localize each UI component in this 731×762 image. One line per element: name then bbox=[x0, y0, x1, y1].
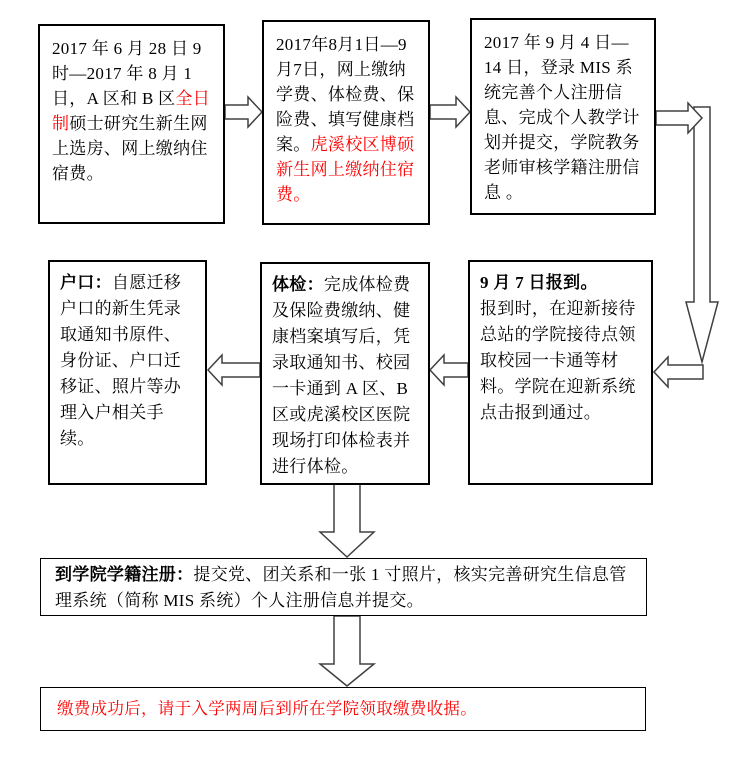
step1-to-step2-arrow bbox=[225, 97, 262, 127]
checkin-text: 报到时，在迎新接待总站的学院接待点领取校园一卡通等材料。学院在迎新系统点击报到通过。 bbox=[480, 299, 636, 422]
register-to-notice-arrow bbox=[320, 616, 374, 686]
step1-text: 2017 年 6 月 28 日 9 时—2017 年 8 月 1 日，A 区和 B 区 bbox=[52, 39, 202, 108]
box-checkin-sep7 bbox=[468, 260, 653, 485]
receipt-notice-text: 缴费成功后，请于入学两周后到所在学院领取缴费收据。 bbox=[57, 699, 477, 718]
box-payment-receipt-notice bbox=[40, 687, 646, 731]
step2-text: 2017年8月1日—9月7日，网上缴纳学费、体检费、保险费、填写健康档案。 bbox=[276, 35, 415, 154]
box-step3-mis-registration bbox=[470, 18, 656, 215]
register-text: 提交党、团关系和一张 1 寸照片，核实完善研究生信息管理系统（简称 MIS 系统）个人注册信息并提交。 bbox=[55, 565, 627, 610]
step3-text: 2017 年 9 月 4 日—14 日，登录 MIS 系统完善个人注册信息、完成个人教学计划并提交，学院教务老师审核学籍注册信息 。 bbox=[484, 33, 640, 202]
box-hukou-household-transfer bbox=[48, 260, 207, 485]
checkin-to-exam-arrow bbox=[430, 355, 468, 385]
elbow-down-arrow bbox=[686, 107, 718, 362]
box-step2-online-payment bbox=[262, 20, 430, 225]
checkin-title: 9 月 7 日报到。 bbox=[480, 273, 598, 292]
register-label: 到学院学籍注册： bbox=[55, 565, 194, 584]
box-college-registration bbox=[40, 558, 647, 616]
hukou-label: 户口： bbox=[60, 273, 112, 292]
step2-red-text: 虎溪校区博硕新生网上缴纳住宿费。 bbox=[276, 135, 415, 204]
exam-to-hukou-arrow bbox=[208, 355, 260, 385]
step1-text-after: 硕士研究生新生网上选房、网上缴纳住宿费。 bbox=[52, 114, 208, 183]
hukou-text: 自愿迁移户口的新生凭录取通知书原件、身份证、户口迁移证、照片等办理入户相关手续。 bbox=[60, 273, 182, 448]
box-physical-exam bbox=[260, 262, 430, 485]
exam-to-register-arrow bbox=[320, 484, 374, 557]
step2-to-step3-arrow bbox=[430, 97, 470, 127]
tijian-label: 体检： bbox=[272, 275, 324, 294]
step1-red-text: 全日制 bbox=[52, 89, 211, 133]
box-step1-dorm-selection bbox=[38, 24, 225, 224]
tijian-text: 完成体检费及保险费缴纳、健康档案填写后，凭录取通知书、校园一卡通到 A 区、B 区或虎溪校区医院现场打印体检表并进行体检。 bbox=[272, 275, 411, 476]
into-checkin-arrow bbox=[654, 357, 703, 387]
